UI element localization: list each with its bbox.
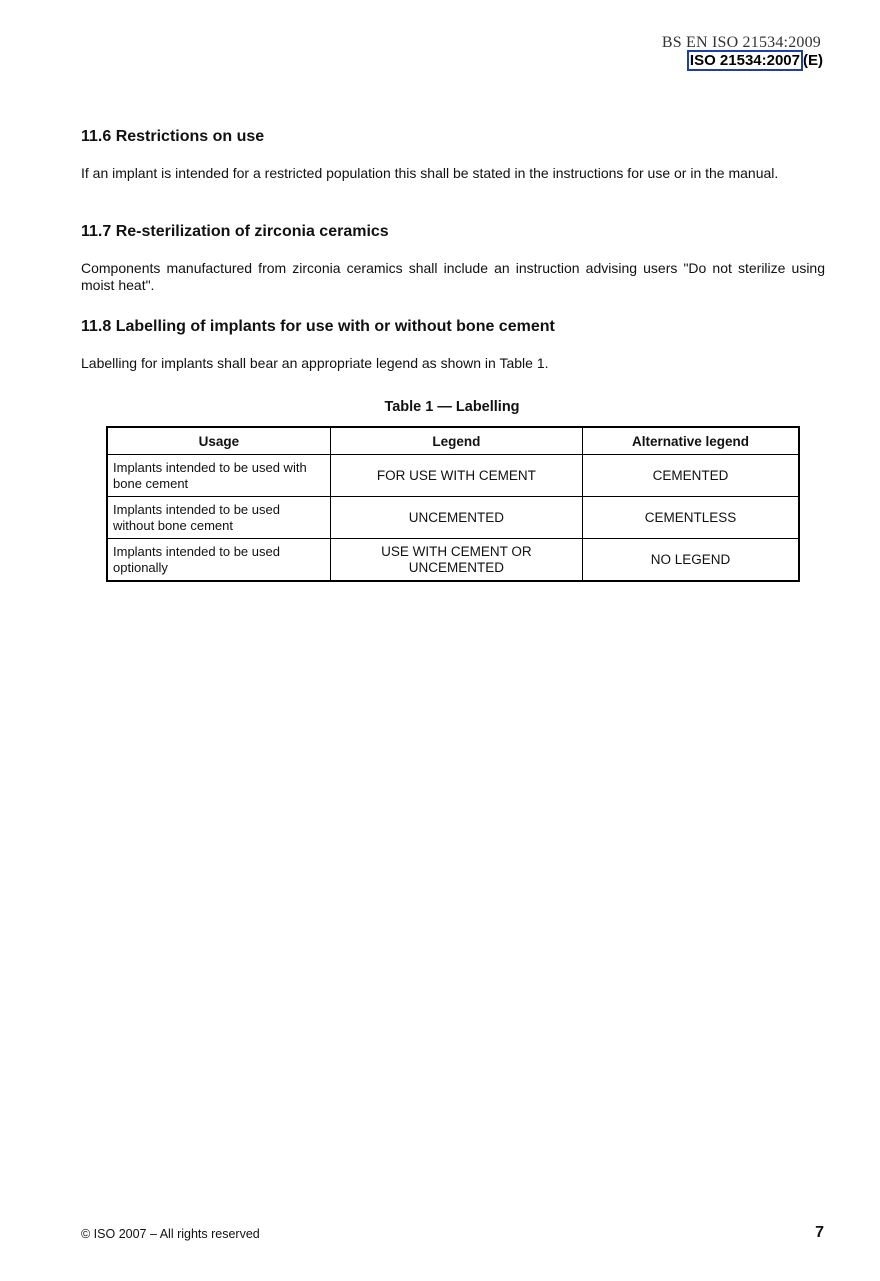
page-number: 7	[815, 1224, 824, 1241]
usage-cell: Implants intended to be used optionally	[107, 539, 330, 582]
legend-cell: UNCEMENTED	[330, 497, 582, 539]
section-heading-11-7: 11.7 Re-sterilization of zirconia ceramics	[81, 223, 389, 240]
usage-cell: Implants intended to be used without bone cement	[107, 497, 330, 539]
legend-cell: FOR USE WITH CEMENT	[330, 455, 582, 497]
table-row	[107, 497, 799, 539]
alternative-legend-cell: NO LEGEND	[583, 539, 799, 582]
section-heading-11-8: 11.8 Labelling of implants for use with or without bone cement	[81, 318, 555, 335]
legend-cell: USE WITH CEMENT OR UNCEMENTED	[330, 539, 582, 582]
copyright-notice: © ISO 2007 – All rights reserved	[81, 1227, 260, 1241]
section-text-11-7: Components manufactured from zirconia ceramics shall include an instruction advising users "Do not sterilize using moist heat".	[81, 260, 825, 293]
alternative-legend-cell: CEMENTED	[583, 455, 799, 497]
table-row	[107, 455, 799, 497]
iso-number-link[interactable]: ISO 21534:2007	[687, 50, 803, 71]
section-text-11-8: Labelling for implants shall bear an appropriate legend as shown in Table 1.	[81, 355, 549, 371]
table-header-row	[107, 427, 799, 455]
section-heading-11-6: 11.6 Restrictions on use	[81, 128, 265, 145]
bs-standard-number: BS EN ISO 21534:2009	[661, 34, 821, 51]
column-header-legend: Legend	[330, 427, 582, 455]
labelling-table	[106, 426, 800, 582]
table-caption: Table 1 — Labelling	[384, 399, 520, 415]
iso-standard-number	[687, 52, 823, 69]
iso-language-suffix: (E)	[803, 52, 823, 69]
column-header-alternative-legend: Alternative legend	[583, 427, 799, 455]
column-header-usage: Usage	[107, 427, 330, 455]
table-row	[107, 539, 799, 582]
alternative-legend-cell: CEMENTLESS	[583, 497, 799, 539]
section-text-11-6: If an implant is intended for a restricted population this shall be stated in the instructions for use or in the manual.	[81, 165, 779, 181]
usage-cell: Implants intended to be used with bone cement	[107, 455, 330, 497]
